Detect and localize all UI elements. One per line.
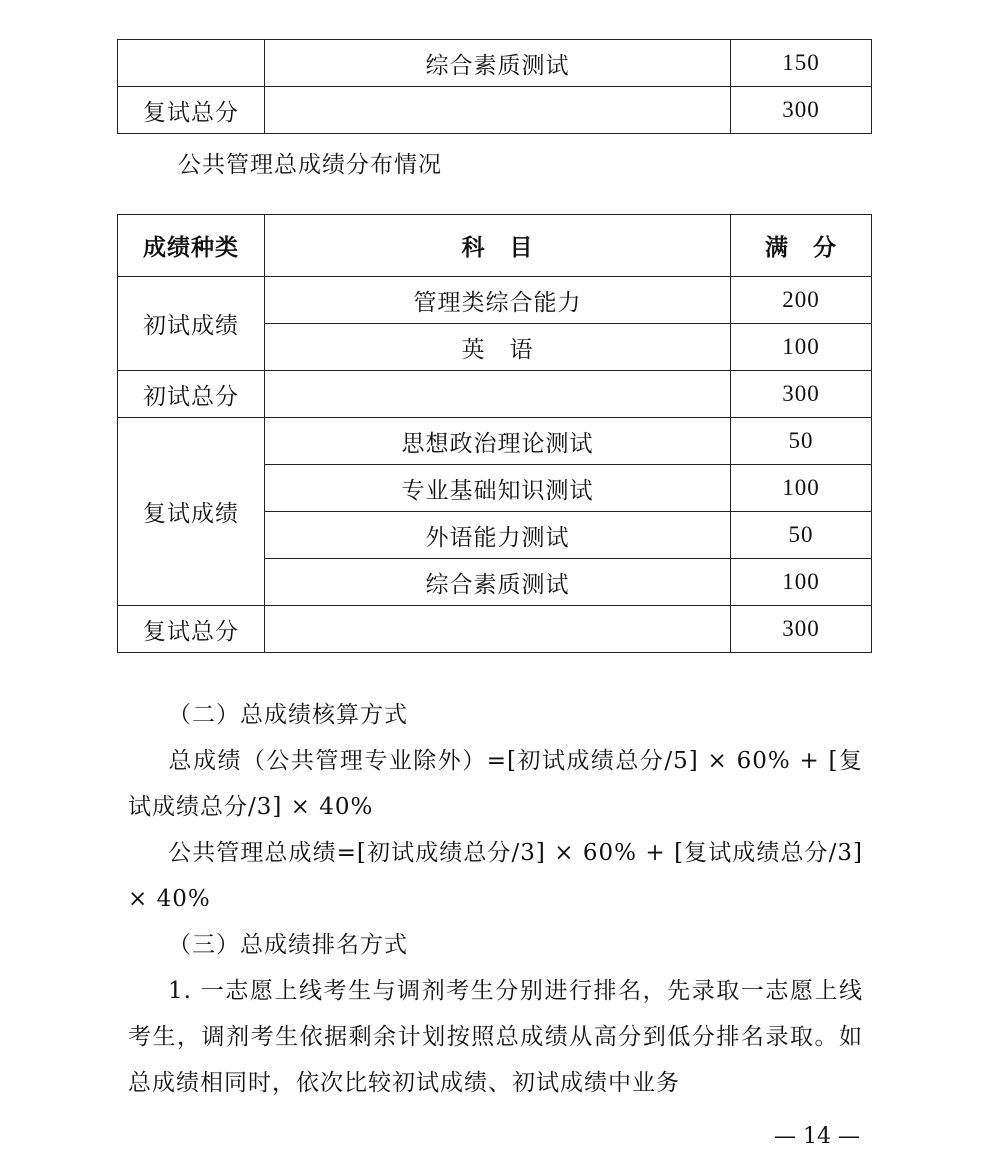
score-cell: 150 — [731, 40, 872, 87]
table-row — [118, 277, 872, 324]
score-cell: 100 — [731, 324, 872, 371]
paragraph — [128, 968, 863, 1106]
header-category: 成绩种类 — [118, 215, 265, 277]
section2-heading: （二）总成绩核算方式 — [168, 702, 408, 728]
score-cell: 200 — [731, 277, 872, 324]
score-cell: 300 — [731, 371, 872, 418]
page-number: — 14 — — [774, 1124, 860, 1149]
table-caption: 公共管理总成绩分布情况 — [178, 152, 442, 178]
paragraph — [128, 830, 863, 922]
table-row — [118, 606, 872, 653]
public-management-score-table — [117, 214, 872, 653]
score-cell: 50 — [731, 512, 872, 559]
table-row — [118, 40, 872, 87]
retest-total-label: 复试总分 — [118, 606, 265, 653]
ranking-rule: 1. 一志愿上线考生与调剂考生分别进行排名，先录取一志愿上线考生，调剂考生依据剩余计划按照总成绩从高分到低分排名录取。如总成绩相同时，依次比较初试成绩、初试成绩中业务 — [128, 978, 863, 1096]
score-cell: 50 — [731, 418, 872, 465]
subject-cell — [265, 87, 731, 134]
initial-total-label: 初试总分 — [118, 371, 265, 418]
subject-cell: 英 语 — [265, 324, 731, 371]
score-table-continued — [117, 39, 872, 134]
retest-score-label: 复试成绩 — [118, 418, 265, 606]
category-cell: 复试总分 — [118, 87, 265, 134]
table-row — [118, 371, 872, 418]
header-score: 满 分 — [731, 215, 872, 277]
subject-cell: 综合素质测试 — [265, 40, 731, 87]
section-heading — [128, 922, 863, 968]
section-heading — [128, 692, 863, 738]
paragraph — [128, 738, 863, 830]
score-cell: 300 — [731, 606, 872, 653]
subject-cell: 综合素质测试 — [265, 559, 731, 606]
table-row — [118, 418, 872, 465]
subject-cell: 管理类综合能力 — [265, 277, 731, 324]
public-management-formula: 公共管理总成绩=[初试成绩总分/3] × 60% + [复试成绩总分/3] × 40% — [128, 840, 863, 912]
score-cell: 100 — [731, 559, 872, 606]
score-cell: 300 — [731, 87, 872, 134]
table-row — [118, 87, 872, 134]
subject-cell: 外语能力测试 — [265, 512, 731, 559]
subject-cell — [265, 606, 731, 653]
subject-cell: 专业基础知识测试 — [265, 465, 731, 512]
total-score-formula: 总成绩（公共管理专业除外）=[初试成绩总分/5] × 60% + [复试成绩总分/3] × 40% — [128, 748, 863, 820]
category-cell — [118, 40, 265, 87]
section3-heading: （三）总成绩排名方式 — [168, 932, 408, 958]
subject-cell: 思想政治理论测试 — [265, 418, 731, 465]
initial-score-label: 初试成绩 — [118, 277, 265, 371]
table-header-row — [118, 215, 872, 277]
score-cell: 100 — [731, 465, 872, 512]
subject-cell — [265, 371, 731, 418]
header-subject: 科 目 — [265, 215, 731, 277]
